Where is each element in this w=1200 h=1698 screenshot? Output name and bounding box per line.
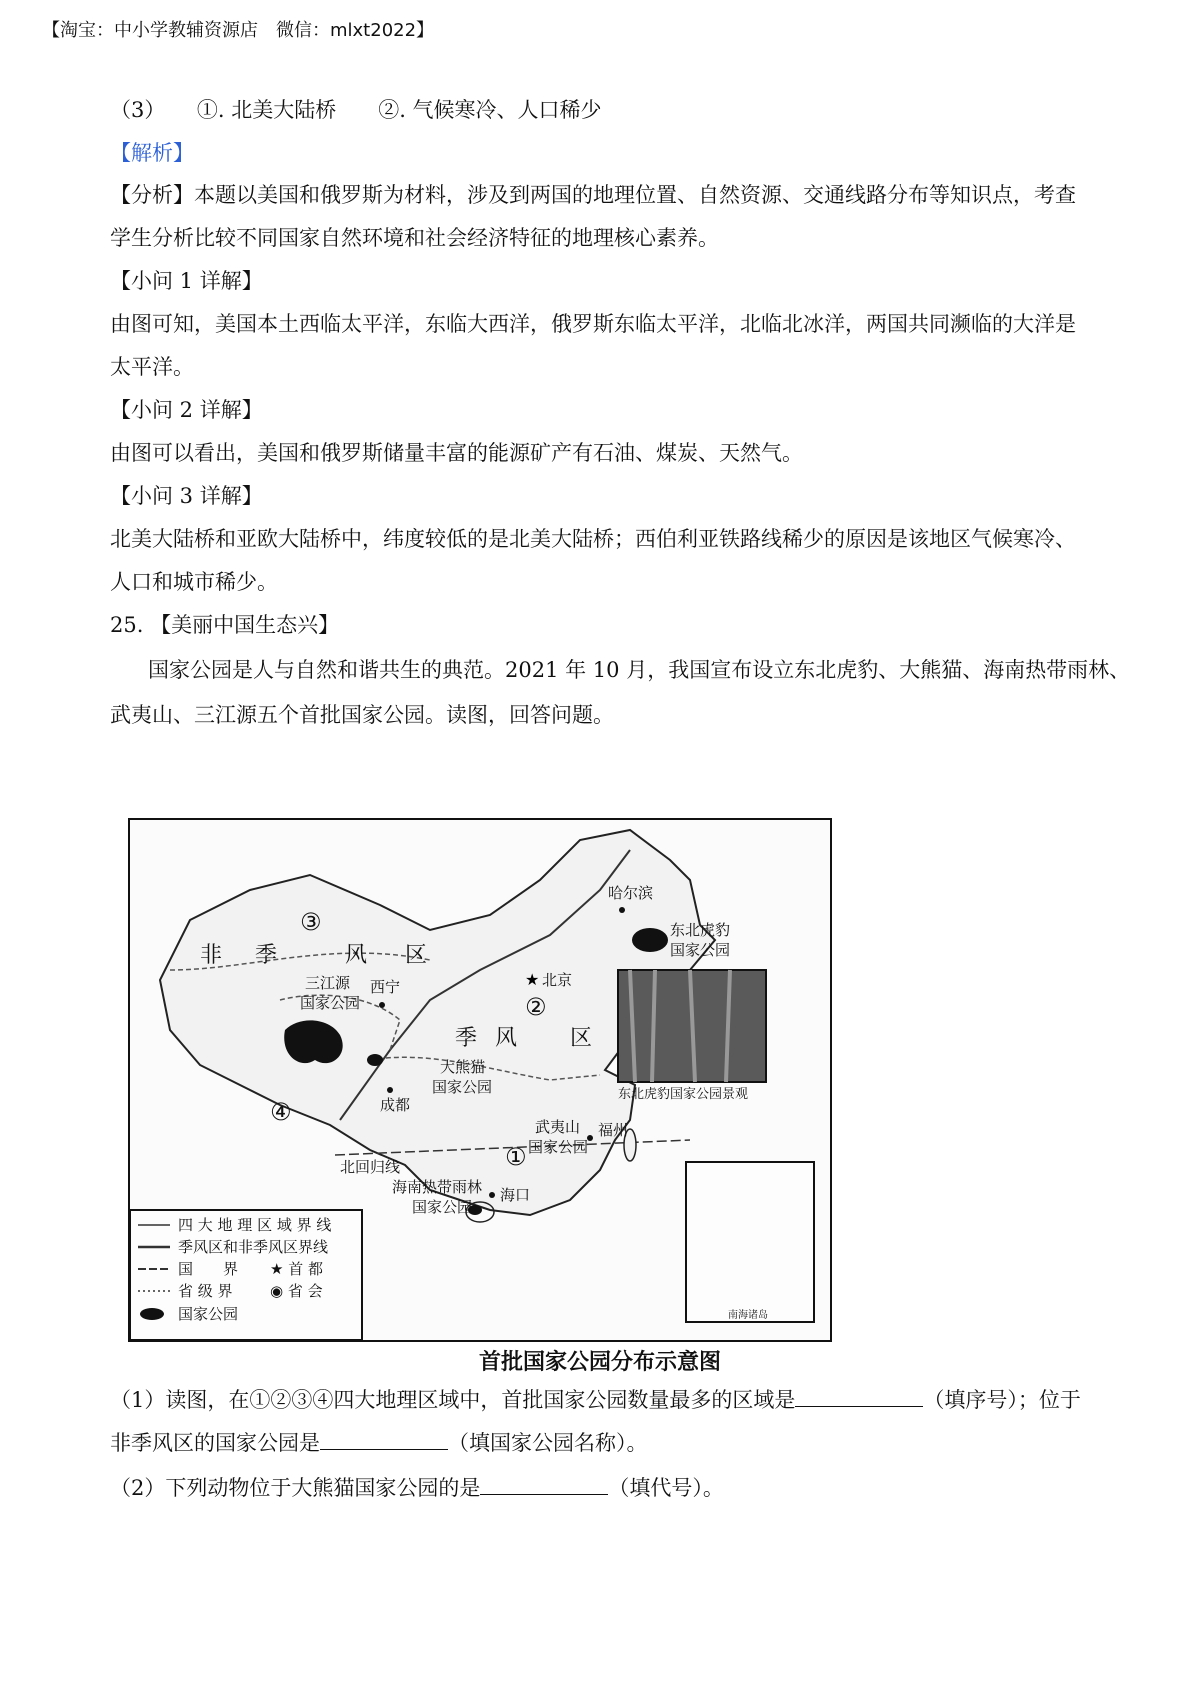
q2-title: 【小问 2 详解】 bbox=[110, 398, 263, 422]
analysis-para-1: 【分析】本题以美国和俄罗斯为材料，涉及到两国的地理位置、自然资源、交通线路分布等知识点，考查 bbox=[110, 183, 1076, 207]
q2-para-1: 由图可以看出，美国和俄罗斯储量丰富的能源矿产有石油、煤炭、天然气。 bbox=[110, 441, 803, 465]
q1-title: 【小问 1 详解】 bbox=[110, 269, 263, 293]
ne-park-label-1: 东北虎豹 bbox=[670, 921, 731, 939]
q3-title: 【小问 3 详解】 bbox=[110, 484, 263, 508]
map-caption: 首批国家公园分布示意图 bbox=[478, 1350, 721, 1375]
wys-label-1: 武夷山 bbox=[535, 1118, 581, 1136]
hn-label-2: 国家公园 bbox=[412, 1198, 473, 1216]
xining-label: 西宁 bbox=[370, 978, 401, 996]
sjy-label-1: 三江源 bbox=[305, 974, 351, 992]
sub1-text-c: 非季风区的国家公园是 bbox=[110, 1431, 320, 1455]
china-national-parks-map bbox=[128, 818, 832, 1342]
q1-para-2: 太平洋。 bbox=[110, 355, 194, 379]
haikou-dot bbox=[489, 1192, 495, 1198]
chengdu-label: 成都 bbox=[380, 1096, 411, 1114]
sub-question-2 bbox=[110, 1472, 724, 1503]
monsoon-char-3: 区 bbox=[570, 1026, 593, 1051]
harbin-dot bbox=[619, 907, 625, 913]
panda-label-1: 大熊猫 bbox=[440, 1058, 486, 1076]
south-china-sea-inset bbox=[686, 1162, 814, 1322]
map-svg bbox=[130, 820, 830, 1340]
photo-caption: 东北虎豹国家公园景观 bbox=[618, 1087, 749, 1102]
sub2-text-a: （2）下列动物位于大熊猫国家公园的是 bbox=[110, 1476, 481, 1500]
legend-text-3b: ★ 首 都 bbox=[270, 1260, 323, 1278]
legend-text-5: 国家公园 bbox=[178, 1305, 239, 1323]
region-number-4: ④ bbox=[270, 1098, 292, 1126]
nonmonsoon-char-2: 季 bbox=[255, 943, 278, 968]
region-number-2: ② bbox=[525, 993, 547, 1021]
panda-label-2: 国家公园 bbox=[432, 1078, 493, 1096]
sjy-label-2: 国家公园 bbox=[300, 994, 361, 1012]
sub2-text-b: （填代号）。 bbox=[608, 1476, 724, 1500]
legend-text-4b: ◉ 省 会 bbox=[270, 1282, 323, 1300]
answer-3: （3） ①. 北美大陆桥 ②. 气候寒冷、人口稀少 bbox=[110, 98, 602, 122]
region-number-1: ① bbox=[505, 1143, 527, 1171]
harbin-label: 哈尔滨 bbox=[608, 884, 654, 902]
hn-label-1: 海南热带雨林 bbox=[392, 1178, 483, 1196]
answer-blank-2[interactable] bbox=[320, 1427, 448, 1450]
fuzhou-label: 福州 bbox=[598, 1121, 629, 1139]
q3-para-1: 北美大陆桥和亚欧大陆桥中，纬度较低的是北美大陆桥；西伯利亚铁路线稀少的原因是该地区气候寒冷、 bbox=[110, 527, 1076, 551]
sub1-text-a: （1）读图，在①②③④四大地理区域中，首批国家公园数量最多的区域是 bbox=[110, 1388, 796, 1412]
nonmonsoon-char-1: 非 bbox=[200, 943, 223, 968]
park-panda bbox=[367, 1054, 383, 1066]
chengdu-dot bbox=[387, 1087, 393, 1093]
inset-label: 南海诸岛 bbox=[728, 1310, 768, 1321]
q1-para-1: 由图可知，美国本土西临太平洋，东临大西洋，俄罗斯东临太平洋，北临北冰洋，两国共同濒临的大洋是 bbox=[110, 312, 1076, 336]
legend-text-4a: 省 级 界 bbox=[178, 1282, 233, 1300]
wys-label-2: 国家公园 bbox=[528, 1138, 589, 1156]
legend-text-2: 季风区和非季风区界线 bbox=[178, 1238, 329, 1256]
tropic-label: 北回归线 bbox=[340, 1158, 401, 1176]
analysis-para-2: 学生分析比较不同国家自然环境和社会经济特征的地理核心素养。 bbox=[110, 226, 719, 250]
sub-question-1-line-2 bbox=[110, 1427, 648, 1458]
monsoon-char-1: 季 bbox=[455, 1026, 478, 1051]
park-northeast-tiger bbox=[632, 928, 668, 952]
beijing-label: 北京 bbox=[542, 971, 573, 989]
nonmonsoon-char-4: 区 bbox=[405, 943, 428, 968]
nonmonsoon-char-3: 风 bbox=[345, 943, 368, 968]
legend-text-3a: 国 界 bbox=[178, 1260, 239, 1278]
legend-park-symbol bbox=[140, 1308, 164, 1320]
q3-para-2: 人口和城市稀少。 bbox=[110, 570, 278, 594]
monsoon-char-2: 风 bbox=[495, 1026, 518, 1051]
haikou-label: 海口 bbox=[500, 1186, 531, 1204]
sub1-text-b: （填序号）；位于 bbox=[923, 1388, 1081, 1412]
q25-title: 25. 【美丽中国生态兴】 bbox=[110, 613, 340, 637]
xining-dot bbox=[379, 1002, 385, 1008]
analysis-title: 【解析】 bbox=[110, 141, 194, 165]
page-header: 【淘宝：中小学教辅资源店 微信：mlxt2022】 bbox=[42, 20, 435, 41]
ne-park-label-2: 国家公园 bbox=[670, 941, 731, 959]
beijing-star: ★ bbox=[525, 970, 540, 989]
answer-blank-1[interactable] bbox=[795, 1384, 923, 1407]
sub-question-1-line-1 bbox=[110, 1384, 1081, 1415]
q25-para-2: 武夷山、三江源五个首批国家公园。读图，回答问题。 bbox=[110, 703, 614, 727]
q25-para-1: 国家公园是人与自然和谐共生的典范。2021 年 10 月，我国宣布设立东北虎豹、大熊猫、海南热带雨林、 bbox=[148, 658, 1131, 682]
region-number-3: ③ bbox=[300, 908, 322, 936]
sub1-text-d: （填国家公园名称）。 bbox=[448, 1431, 648, 1455]
legend-text-1: 四 大 地 理 区 域 界 线 bbox=[178, 1216, 332, 1234]
answer-blank-3[interactable] bbox=[480, 1472, 608, 1495]
